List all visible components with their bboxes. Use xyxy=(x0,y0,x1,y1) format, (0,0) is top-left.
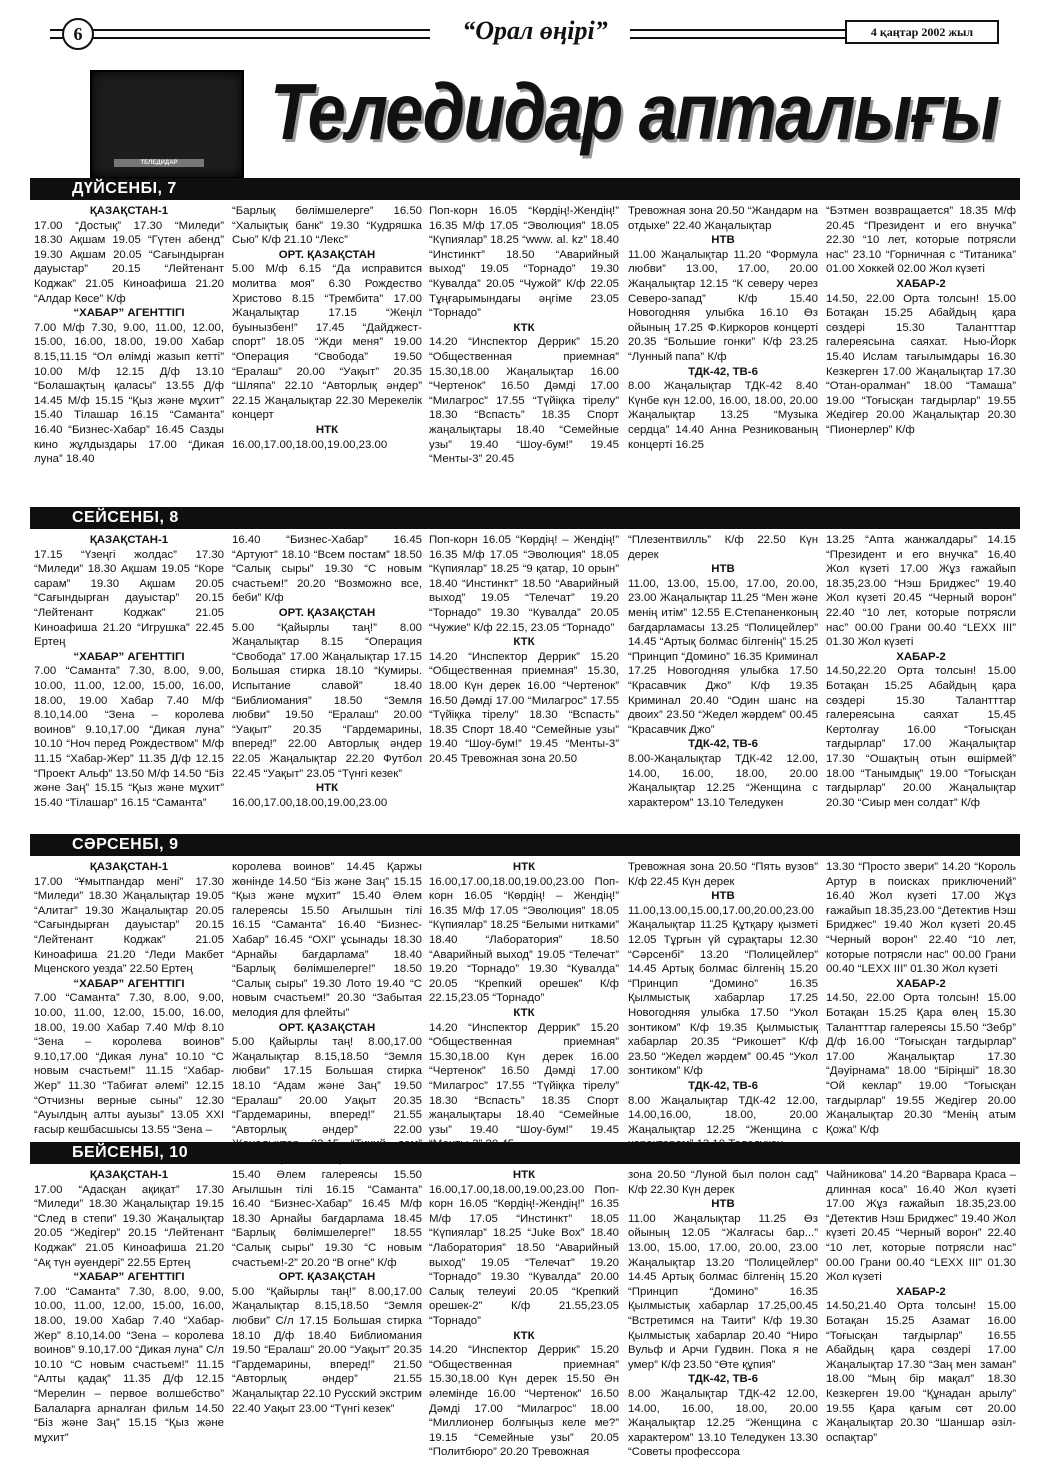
tv-set-image xyxy=(90,70,244,179)
program-listing: 15.40 Әлем галереясы 15.50 Ағылшын тілі 16.15 “Саманта” 16.40 “Бизнес-Хабар” 16.45 М/ф 18.30 Арнайы бағдарлама 18.45 “Барлық бөлімшелерге!” 18.55 “Салық сыры” 19.30 “С новым счастьем!-2” 20.20 “В огне” К/ф xyxy=(232,1169,422,1269)
channel-name: ОРТ. ҚАЗАҚСТАН xyxy=(278,1021,376,1034)
schedule-column xyxy=(826,533,1016,827)
program-listing: 8.00 Жаңалықтар ТДК-42 8.40 Күнбе күн 12.00, 16.00, 18.00, 20.00 Жаңалықтар 13.25 “Музыка сердца” 14.40 Анна Резникованың концерті 16.25 xyxy=(628,380,818,451)
program-listing: “Барлық бөлімшелерге” 16.50 “Халықтық банк” 19.30 “Кудряшка Сью” К/ф 21.10 “Лекс” xyxy=(232,205,422,247)
day-header: ДҮЙСЕНБІ, 7 xyxy=(30,178,1020,200)
schedule-column xyxy=(429,860,619,1134)
channel-name: “ХАБАР” АГЕНТТІГІ xyxy=(73,1271,185,1284)
channel-name: КТК xyxy=(513,1006,535,1019)
schedule-column xyxy=(34,1168,224,1468)
program-listing: 8.00-Жаңалықтар ТДК-42 12.00, 14.00, 16.00, 18.00, 20.00 Жаңалықтар 12.25 “Женщина с характером” 13.10 Теледукен xyxy=(628,752,818,809)
channel-name: ТДК-42, ТВ-6 xyxy=(688,1079,758,1092)
header-rule-left xyxy=(50,29,430,39)
channel-name: “ХАБАР” АГЕНТТІГІ xyxy=(73,977,185,990)
schedule-column xyxy=(232,204,422,498)
program-listing: 14.20 “Инспектор Деррик” 15.20 “Общественная приемная” 15.30,18.00 Күн дерек 16.00 “Чертенок” 16.50 Дәмді 17.00 “Милагрос” 17.55 “Түйіқка тірелу” 18.30 “Вспасть” 18.35 Спорт жаңалықтары 18.40 “Семейные узы” 19.40 “Шоу-бум!” 19.45 xyxy=(429,1021,619,1136)
program-listing: Чайникова” 14.20 “Варвара Краса – длинная коса” 16.40 Жол күзеті 17.00 Жұз ғажайып 18.35,23.00 “Детектив Нэш Бриджес” 19.40 Жол күзеті 20.45 “Черный ворон” 22.40 “10 лет, которые потрясли нас” 00.00 Грани 00.40 “LEXX III” 01.30 Жол күзеті xyxy=(826,1169,1016,1284)
program-listing: “Бэтмен возвращается” 18.35 М/ф 20.45 “Президент и его внучка” 22.30 “10 лет, которые потрясли нас” 23.10 “Горничная с “Титаника” 01.00 Хоккей 02.00 Жол күзеті xyxy=(826,205,1016,276)
program-listing: 11.00 Жаңалықтар 11.25 Өз ойының 12.05 “Жалғасы бар...” 13.00, 15.00, 17.00, 20.00, 23.00 Жаңалықтар 13.20 “Полицейлер” 14.45 Артық болмас білгенің 15.20 “Принцип “Домино” 16.35 Қылмыстық хабарлар 17.25,00.45 “Встретимся на Таити” К/ф 19.30 Қылмыстық хабарлар 20.40 “Ниро Вульф и Арчи Гудвин. Пока я не умер” К/ф 23.50 “Өте құпия” xyxy=(628,1212,818,1371)
channel-name: НТВ xyxy=(711,234,735,247)
channel-name: ХАБАР-2 xyxy=(896,977,946,990)
program-listing: 11.00 Жаңалықтар 11.20 “Формула любви” 13.00, 17.00, 20.00 Жаңалықтар 12.15 “К северу через Северо-запад” К/ф 15.40 Новогодняя улыбка 16.10 Өз ойының 17.25 Ф.Киркоров концерті 20.35 “Большие гонки” К/ф 23.25 “Лунный папа” К/ф xyxy=(628,248,818,363)
day-header: СӘРСЕНБІ, 9 xyxy=(30,834,1020,856)
program-listing: 11.00,13.00,15.00,17.00,20.00,23.00 Жаңалықтар 11.25 Құтқару қызметі 12.05 Тұрғын үй сұрақтары 12.30 “Сәрсенбі” 13.20 “Полицейлер” 14.45 Артық болмас білгенің 15.20 “Принцип “Домино” 16.35 Қылмыстық хабарлар 17.25 Новогодняя улыбка 17.50 “Укол зонтиком” К/ф 19.35 Қылмыстық хабарлар 20.35 “Рикошет” К/ф 23.50 “Жедел жәрдем” 00.45 “Укол зонтиком” К/ф xyxy=(628,904,818,1078)
program-listing: 17.00 “Ұмытпандар мені” 17.30 “Миледи” 18.30 Жаңалықтар 19.05 “Алитаг” 19.30 Жаңалықтар 20.05 “Сағындырған дауыстар” 20.15 “Лейтенант Коджак” 21.05 Киноафиша 21.20 “Леди Макбет Мценского уезда” 22.50 Ертең xyxy=(34,875,224,976)
channel-name: “ХАБАР” АГЕНТТІГІ xyxy=(73,650,185,663)
program-listing: 7.00 “Саманта” 7.30, 8.00, 9.00, 10.00, 11.00, 12.00, 15.00, 16.00, 18.00, 19.00 Хабар 7.40 М/ф 8.10,14.00 “Зена – королева воинов” 9.10,17.00 “Дикая луна” 10.10 “Ноч перед Рождеством” М/ф 11.15 “Хабар-Жер” 11.35 Д/ф 12.15 “Проект Альф” 13.50 М/ф 14.50 “Біз және Заң” 15.15 “Қыз және мұхит” 15.40 “Тілашар” 16.15 “Саманта” xyxy=(34,665,224,809)
channel-name: ТДК-42, ТВ-6 xyxy=(688,365,758,378)
program-listing: 5.00 Қайырлы таң! 8.00,17.00 Жаңалықтар 8.15,18.50 “Земля любви” 17.15 Большая стирка 18.10 “Адам және Заң” 19.50 “Ералаш” 20.00 Уақыт 20.35 “Гардемарины, вперед!” 21.55 “Авторлық әндер” 22.00 xyxy=(232,1036,422,1136)
newspaper-name: “Орал өңірі” xyxy=(462,16,608,45)
channel-name: КТК xyxy=(513,1329,535,1342)
schedule-column xyxy=(34,204,224,498)
program-listing: 14.50, 22.00 Орта толсын! 15.00 Ботақан 15.25 Абайдың қара сөздері 15.30 Талантттар галереясына саяхат. Нью-Йорк 15.40 Ислам тағылымдары 16.30 Кезкерген 17.00 Жаңалықтар 17.30 “Отан-оралман” 18.00 “Тамаша” 19.00 “Тоғысқан тағдырлар” 19.55 Жедігер 20.00 Жаңалықтар 20.30 “Пионерлер” К/ф xyxy=(826,292,1016,436)
program-listing: 8.00 Жаңалықтар ТДК-42 12.00, 14.00, 16.00, 18.00, 20.00 Жаңалықтар 12.25 “Женщина с характером” 13.10 Теледукен 13.30 “Советы профессора xyxy=(628,1387,818,1459)
page-title: Теледидар апталығы xyxy=(270,67,999,156)
schedule-column xyxy=(429,1168,619,1468)
page-number: 6 xyxy=(62,18,94,50)
program-listing: 14.50,22.20 Орта толсын! 15.00 Ботақан 15.25 Абайдың қара сөздері 15.30 Талантттар галереясына саяхат 15.45 Кертолғау 16.00 “Тоғысқан тағдырлар” 17.00 Жаңалықтар 17.30 “Ошақтың отын өшірмей” 18.00 “Танымдық” 19.00 “Тоғысқан тағдырлар” 20.00 Жаңалықтар 20.30 “Сиыр мен солдат” К/ф xyxy=(826,665,1016,809)
program-listing: 16.00,17.00,18.00,19.00,23.00 Поп-корн 16.05 “Көрдің!-Жендің!” 16.35 М/ф 17.05 “Инстинкт” 18.05 “Күпиялар” 18.25 “Juke Box” 18.40 “Лаборатория” 18.50 “Аварийный выход” 19.05 “Телечат” 19.20 “Торнадо” 19.30 “Кувалда” 20.00 Салық телеуиі 20.05 “Крепкий орешек-2” К/ф 21.55,23.05 “Торнадо” xyxy=(429,1183,619,1327)
program-listing: 16.00,17.00,18.00,19.00,23.00 xyxy=(232,796,388,809)
program-listing: Тревожная зона 20.50 “Пять вузов” К/ф 22.45 Күн дерек xyxy=(628,861,818,888)
schedule-column xyxy=(826,1168,1016,1468)
schedule-column xyxy=(628,533,818,827)
channel-name: НТВ xyxy=(711,563,735,576)
program-listing: 7.00 “Саманта” 7.30, 8.00, 9.00, 10.00, 11.00, 12.00, 15.00, 16.00, 18.00, 19.00 Хабар 7.40 “Хабар-Жер” 8.10,14.00 “Зена – королева воинов” 9.10,17.00 “Дикая луна” С/л 10.10 “С новым счастьем!” 11.15 “Алты қадақ” 11.35 Д/ф 12.15 “Мерелин – первое волшебство” Балаларға арналған фильм 14.50 “Біз және Заң” 15.15 “Қыз және мұхит” xyxy=(34,1285,224,1444)
channel-name: НТК xyxy=(512,861,536,873)
channel-name: ХАБАР-2 xyxy=(896,650,946,663)
program-listing: зона 20.50 “Луной был полон сад” К/ф 22.30 Күн дерек xyxy=(628,1169,818,1196)
channel-name: ҚАЗАҚСТАН-1 xyxy=(89,534,169,546)
program-listing: 14.50, 22.00 Орта толсын! 15.00 Ботақан 15.25 Қара өлең 15.30 Талантттар галереясы 15.50 “Зебр” Д/ф 16.00 “Тоғысқан тағдырлар” 17.00 Жаңалықтар 17.30 “Дәуірнама” 18.00 “Біріңші” 18.30 “Ой кеклар” 19.00 “Тоғысқан тағдырлар” 19.55 Жедігер 20.00 Жаңалықтар 20.30 “Менің атым Қожа” К/ф xyxy=(826,992,1016,1136)
channel-name: ОРТ. ҚАЗАҚСТАН xyxy=(278,606,376,619)
schedule-column xyxy=(429,533,619,827)
schedule-column xyxy=(34,860,224,1134)
schedule-column xyxy=(628,1168,818,1468)
program-listing: 8.00 Жаңалықтар ТДК-42 12.00, 14.00,16.00, 18.00, 20.00 Жаңалықтар 12.25 “Женщина с xyxy=(628,1094,818,1136)
channel-name: НТВ xyxy=(711,1198,735,1211)
channel-name: КТК xyxy=(513,321,535,334)
program-listing: Поп-корн 16.05 “Көрдің!-Жендің!” 16.35 М/ф 17.05 “Эволюция” 18.05 “Күпиялар” 18.25 “www. al. kz” 18.40 “Инстинкт” 18.50 “Аварийный выход” 19.05 “Торнадо” 19.30 “Кувалда” 20.05 “Чужой” К/ф 22.05 Тұңғарымындағы әңгіме 23.05 “Торнадо” xyxy=(429,205,619,320)
page-header xyxy=(30,16,1022,48)
channel-name: ОРТ. ҚАЗАҚСТАН xyxy=(278,248,376,261)
program-listing: 5.00 “Қайырлы таң!” 8.00 Жаңалықтар 8.15 “Операция “Свобода” 17.00 Жаңалықтар 17.15 Большая стирка 18.10 “Кумиры. Испытание славой” 18.40 “Библиомания” 18.50 “Земля любви” 19.50 “Ералаш” 20.00 “Уақыт” 20.35 “Гардемарины, вперед!” 22.00 Авторлық әндер 22.05 Жаңалықтар 22.20 Футбол 22.45 “Уақыт” 23.05 “Түнгі кезек” xyxy=(232,621,422,780)
program-listing: “Плезентвилль” К/ф 22.50 Күн дерек xyxy=(628,534,818,561)
program-listing: 17.00 “Достық” 17.30 “Миледи” 18.30 Ақшам 19.05 “Гүтен абенд” 19.30 Ақшам 20.05 “Сағындырған дауыстар” 20.15 “Лейтенант Коджак” 21.05 Киноафиша 21.20 “Алдар Көсе” К/ф xyxy=(34,219,224,305)
channel-name: НТК xyxy=(315,782,339,795)
program-listing: 13.25 “Апта жанжалдары” 14.15 “Президент и его внучка” 16.40 Жол күзеті 17.00 Жұз ғажайып 18.35,23.00 “Нэш Бриджес” 19.40 Жол күзеті 20.45 “Черный ворон” 22.40 “10 лет, которые потрясли нас” 00.00 Грани 00.40 “LEXX III” 01.30 Жол күзеті xyxy=(826,534,1016,649)
program-listing: 7.00 “Саманта” 7.30, 8.00, 9.00, 10.00, 11.00, 12.00, 15.00, 16.00, 18.00, 19.00 Хабар 7.40 М/ф 8.10 “Зена – королева воинов” 9.10,17.00 “Дикая луна” 10.10 “С новым счастьем!” 11.15 “Хабар-Жер” 11.30 “Табиғат әлемі” 12.15 “Отчизны верные сыны” 12.30 “Ауылдың алты ауызы” 13.05 XXI ғасыр кешбасшысы 13.55 “Зена – xyxy=(34,992,224,1136)
channel-name: ТДК-42, ТВ-6 xyxy=(688,738,758,751)
channel-name: ҚАЗАҚСТАН-1 xyxy=(89,205,169,217)
program-listing: 14.20 “Инспектор Деррик” 15.20 “Общественная приемная” 15.30,18.00 Жаңалықтар 16.00 “Чертенок” 16.50 Дәмді 17.00 “Милагрос” 17.55 “Түйіқка тірелу” 18.30 “Вспасть” 18.35 Спорт жаңалықтары 18.40 “Семейные узы” 19.40 “Шоу-бум!” 19.45 “Менты-3” 20.45 xyxy=(429,336,619,466)
channel-name: ҚАЗАҚСТАН-1 xyxy=(89,861,169,873)
channel-name: ХАБАР-2 xyxy=(896,277,946,290)
channel-name: ҚАЗАҚСТАН-1 xyxy=(89,1169,169,1181)
program-listing: 5.00 М/ф 6.15 “Да исправится молитва моя” 6.30 Рождество Христово 8.15 “Трембита” 17.00 Жаңалықтар 17.15 “Жеңіл буынызбен!” 17.45 “Дайджест-спорт” 18.05 “Жди меня” 19.00 “Операция “Свобода” 19.50 “Ералаш” 20.00 “Уақыт” 20.35 “Шляпа” 22.10 “Авторлық әндер” 22.15 Жаңалықтар 22.30 Мерекелік концерт xyxy=(232,263,422,422)
program-listing: Поп-корн 16.05 “Көрдің! – Жендің!” 16.35 М/ф 17.05 “Эволюция” 18.05 “Күпиялар” 18.25 “9 қатар, 10 орын” 18.40 “Инстинкт” 18.50 “Аварийный выход” 19.05 “Телечат” 19.20 “Торнадо” 19.30 “Кувалда” 20.05 “Чужие” К/ф 22.15, 23.05 “Торнадо” xyxy=(429,534,619,634)
schedule-column xyxy=(34,533,224,827)
schedule-column xyxy=(826,860,1016,1134)
day-header: СЕЙСЕНБІ, 8 xyxy=(30,507,1020,529)
schedule-column xyxy=(628,860,818,1134)
day-header: БЕЙСЕНБІ, 10 xyxy=(30,1142,1020,1164)
program-listing: 14.20 “Инспектор Деррик” 15.20 “Общественная приемная” 15.30, 18.00 Күн дерек 16.00 “Чертенок” 16.50 Дәмді 17.00 “Милагрос” 17.55 “Түйіқка тірелу” 18.30 “Вспасть” 18.35 Спорт 18.40 “Семейные узы” 19.40 “Шоу-бум!” 19.45 “Менты-3” 20.45 Тревожная зона 20.50 xyxy=(429,650,619,765)
program-listing: 14.20 “Инспектор Деррик” 15.20 “Общественная приемная” 15.30,18.00 Күн дерек 15.50 Ән әлемінде 16.00 “Чертенок” 16.50 Дәмді 17.00 “Милагрос” 18.00 “Миллионер болғыңыз келе ме?” 19.15 “Семейные узы” 20.05 “Политбюро” 20.20 Тревожная xyxy=(429,1344,619,1459)
program-listing: 13.30 “Просто звери” 14.20 “Король Артур в поисках приключений” 16.40 Жол күзеті 17.00 Жұз ғажайып 18.35,23.00 “Детектив Нэш Бриджес” 19.40 Жол күзеті 20.45 “Черный ворон” 22.40 “10 лет, которые потрясли нас” 00.00 Грани 00.40 “LEXX III” 01.30 Жол күзеті xyxy=(826,861,1016,976)
channel-name: НТК xyxy=(315,423,339,436)
header-rule-right xyxy=(630,29,845,39)
program-listing: 17.15 “Үзеңгі жолдас” 17.30 “Миледи” 18.30 Ақшам 19.05 “Коре сарам” 19.30 Ақшам 20.05 “Сағындырған дауыстар” 20.15 “Лейтенант Коджак” 21.05 Киноафиша 21.20 “Игрушка” 22.45 Ертең xyxy=(34,548,224,649)
schedule-column xyxy=(826,204,1016,498)
schedule-column xyxy=(628,204,818,498)
channel-name: ХАБАР-2 xyxy=(896,1285,946,1298)
program-listing: 16.00,17.00,18.00,19.00,23.00 xyxy=(232,438,388,451)
channel-name: “ХАБАР” АГЕНТТІГІ xyxy=(73,307,185,320)
program-listing: 14.50,21.40 Орта толсын! 15.00 Ботақан 15.25 Азамат 16.00 “Тоғысқан тағдырлар” 16.55 Абайдың қара сөздері 17.00 Жаңалықтар 17.30 “Заң мен заман” 18.00 “Мың бір мақал” 18.30 Кезкерген 19.00 “Құнадан арылу” 19.55 Қара қағым сөт 20.00 Жаңалықтар 20.30 “Шаншар әзіл-оспақтар” xyxy=(826,1300,1016,1444)
program-listing: 17.00 “Адасқан ақиқат” 17.30 “Миледи” 18.30 Жаңалықтар 19.15 “След в степи” 19.30 Жаңалықтар 20.05 “Жедігер” 20.15 “Лейтенант Коджак” 21.05 Киноафиша 21.20 “Ақ түн әуендері” 22.55 Ертең xyxy=(34,1183,224,1269)
channel-name: ТДК-42, ТВ-6 xyxy=(688,1373,758,1386)
channel-name: НТК xyxy=(512,1169,536,1181)
schedule-column xyxy=(232,533,422,827)
issue-date: 4 қаңтар 2002 жыл xyxy=(845,20,999,44)
channel-name: НТВ xyxy=(711,890,735,903)
program-listing: 16.00,17.00,18.00,19.00,23.00 Поп-корн 16.05 “Көрдің! – Жендің!” 16.35 М/ф 17.05 “Эволюция” 18.05 “Күпиялар” 18.25 “Белыми нитками” 18.40 “Лаборатория” 18.50 “Аварийный выход” 19.05 “Телечат” 19.20 “Торнадо” 19.30 “Кувалда” 20.05 “Крепкий орешек” К/ф 22.15,23.05 “Торнадо” xyxy=(429,875,619,1005)
schedule-column xyxy=(232,860,422,1134)
channel-name: ОРТ. ҚАЗАҚСТАН xyxy=(278,1271,376,1284)
program-listing: 11.00, 13.00, 15.00, 17.00, 20.00, 23.00 Жаңалықтар 11.25 “Мен және менің итім” 12.55 Е.Степаненконың бағдарламасы 13.25 “Полицейлер” 14.45 “Артық болмас білгенің” 15.25 “Принцип “Домино” 16.35 Криминал 17.25 Новогодняя улыбка 17.50 “Красавчик Джо” К/ф 19.35 Криминал 20.40 “Один шанс на двоих” 23.50 “Жедел жәрдем” 00.45 “Красавчик Джо” xyxy=(628,577,818,736)
tv-brand-label: ТЕЛЕДИДАР xyxy=(114,159,204,167)
channel-name: КТК xyxy=(513,636,535,649)
schedule-column xyxy=(232,1168,422,1468)
program-listing: 5.00 “Қайырлы таң!” 8.00,17.00 Жаңалықтар 8.15,18.50 “Земля любви” С/л 17.15 Большая стирка 18.10 Д/ф 18.40 Библиомания 19.50 “Ералаш” 20.00 “Уақыт” 20.35 “Гардемарины, вперед!” 21.50 “Авторлық әндер” 21.55 Жаңалықтар 22.10 Русский экстрим 22.40 Уақыт 23.00 “Түнгі кезек” xyxy=(232,1285,422,1415)
program-listing: королева воинов” 14.45 Қаржы жөнінде 14.50 “Біз және Заң” 15.15 “Қыз және мұхит” 15.40 Әлем галереясы 15.50 Ағылшын тілі 16.15 “Саманта” 16.40 “Бизнес-Хабар” 16.45 “ОХІ” ұсынады 18.30 “Арнайы бағдарлама” 18.40 “Барлық бөлімшелерге!” 18.50 “Салық сыры” 19.30 Лото 19.40 “С новым счастьем!” 20.30 “Забытая мелодия для флейты” xyxy=(232,861,422,1019)
program-listing: Тревожная зона 20.50 “Жандарм на отдыхе” 22.40 Жаңалықтар xyxy=(628,205,818,232)
schedule-column xyxy=(429,204,619,498)
program-listing: 16.40 “Бизнес-Хабар” 16.45 “Артуют” 18.10 “Всем постам” 18.50 “Салық сыры” 19.30 “С новым счастьем!” 20.20 “Возможно все, беби” К/ф xyxy=(232,534,422,605)
program-listing: 7.00 М/ф 7.30, 9.00, 11.00, 12.00, 15.00, 16.00, 18.00, 19.00 Хабар 8.15,11.15 “Ол өлімді жазып кетті” 10.00 М/ф 12.15 Д/ф 13.10 “Болашақтың қаласы” 13.55 Д/ф 14.45 М/ф 15.15 “Қыз және мұхит” 15.40 Тілашар 16.15 “Саманта” 16.40 “Бизнес-Хабар” 16.45 Сазды кино жұлдыздары 17.00 “Дикая луна” 18.40 xyxy=(34,321,224,466)
